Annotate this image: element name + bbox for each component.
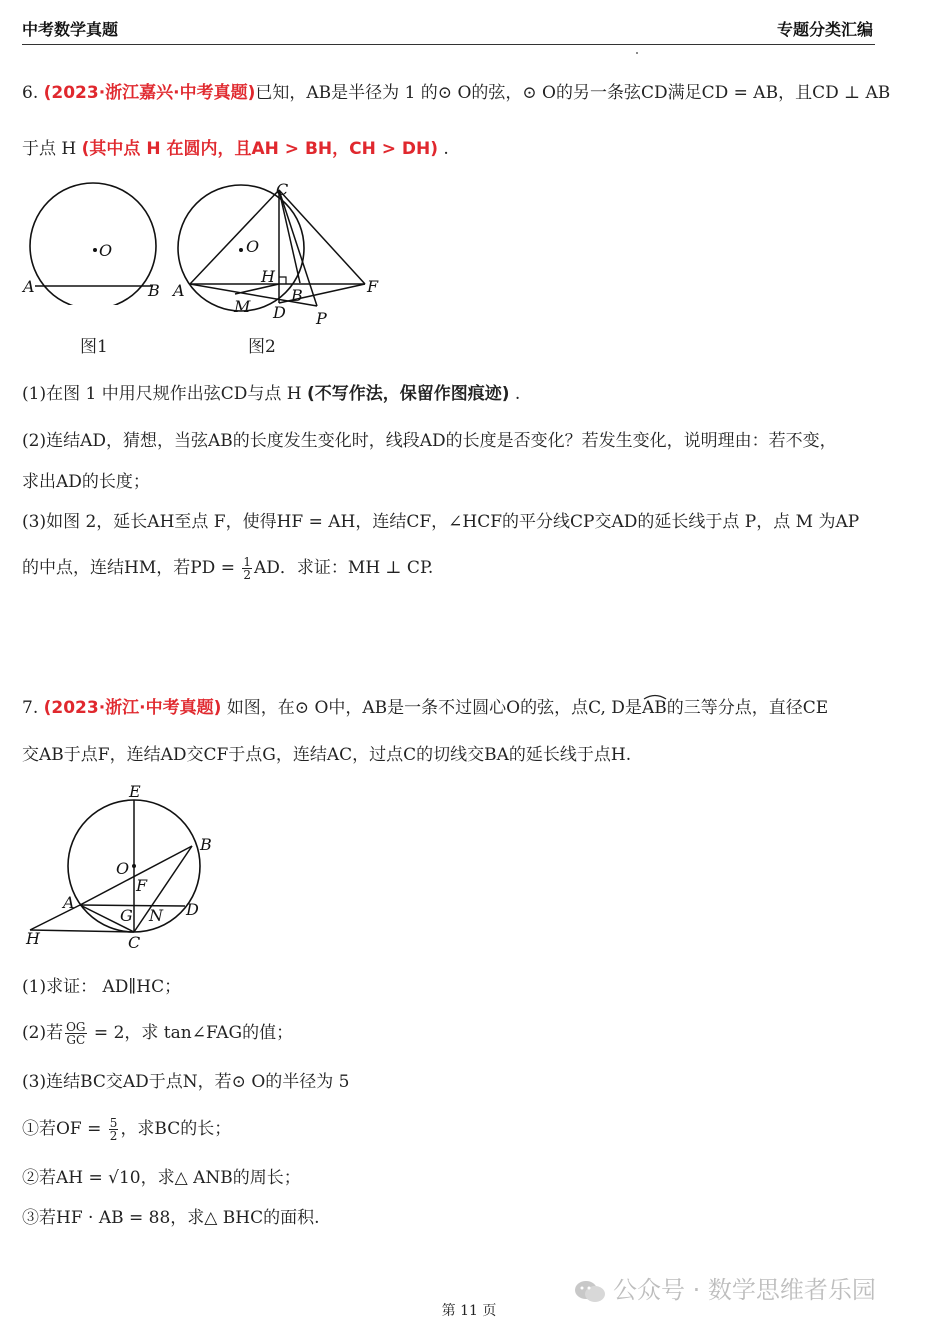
fig1-label-o: O: [99, 241, 113, 260]
q6-line1: [22, 81, 890, 105]
fig2-label-a: A: [173, 281, 185, 300]
fraction-half: $\frac{1}{2}$: [243, 555, 251, 582]
q7-sub1: ①若OF = $\frac{5}{2}$ ，求BC的长；: [22, 1116, 232, 1143]
q7-sub2: ②若AH = √10，求△ ANB的周长；: [22, 1168, 301, 1188]
q6-part3-line1: (3)如图 2，延长AH至点 F，使得HF = AH，连结CF，∠HCF的平分线CP交AD的延长线于点 P，点 M 为AP: [22, 512, 860, 532]
fraction-og-gc: $\frac{OG}{GC}$: [66, 1020, 86, 1047]
fraction-five-halves: $\frac{5}{2}$: [109, 1116, 118, 1143]
q6-figure-1: [20, 180, 170, 305]
q6-part1: (1)在图 1 中用尺规作出弦CD与点 H (不写作法，保留作图痕迹) .: [22, 384, 521, 404]
q6-number: 6.: [22, 83, 44, 103]
q6-part2-line1: (2)连结AD，猜想，当弦AB的长度发生变化时，线段AD的长度是否变化？若发生变化，说明理由：若不变，: [22, 431, 837, 451]
fig2-label-d: D: [273, 303, 286, 322]
fig7-label-d: D: [186, 900, 199, 919]
fig7-label-c: C: [128, 933, 141, 952]
fig7-label-o: O: [116, 859, 130, 878]
q6-stem: 已知，AB是半径为 1 的⊙ O的弦，⊙ O的另一条弦CD满足CD = AB，且CD ⊥ AB: [255, 83, 891, 103]
fig2-label-b: B: [291, 286, 303, 305]
q7-source: (2023·浙江·中考真题): [43, 698, 222, 718]
header-divider: [22, 44, 875, 45]
fig7-label-g: G: [120, 906, 133, 925]
q6-figure-2: [170, 178, 390, 333]
q7-part2: (2)若 $\frac{OG}{GC}$ = 2，求 tan∠FAG的值；: [22, 1020, 294, 1047]
header-title: 中考数学真题: [22, 20, 119, 39]
q7-sub3: ③若HF · AB = 88，求△ BHC的面积.: [22, 1208, 320, 1228]
arc-symbol-icon: [642, 694, 668, 700]
fig7-label-b: B: [200, 835, 212, 854]
q6-part2-line2: 求出AD的长度；: [22, 472, 150, 492]
q7-line2: 交AB于点F，连结AD交CF于点G，连结AC，过点C的切线交BA的延长线于点H.: [22, 745, 632, 765]
stray-dot: [636, 52, 638, 54]
fig7-label-a: A: [63, 893, 75, 912]
fig2-label-h: H: [261, 267, 275, 286]
fig2-label-f: F: [367, 277, 379, 296]
fig1-caption: 图1: [80, 337, 108, 357]
fig2-label-c: C: [276, 180, 289, 199]
q7-number: 7.: [22, 698, 44, 718]
fig1-label-a: A: [23, 277, 35, 296]
q6-line2: 于点 H (其中点 H 在圆内，且AH > BH，CH > DH) .: [22, 139, 449, 159]
q6-condition: (其中点 H 在圆内，且AH > BH，CH > DH): [81, 139, 439, 159]
q6-source: (2023·浙江嘉兴·中考真题): [43, 83, 256, 103]
header-category: 专题分类汇编: [776, 20, 873, 39]
watermark: 公众号 · 数学思维者乐园: [573, 1270, 876, 1305]
q7-part1: (1)求证： AD∥HC；: [22, 977, 182, 997]
q6-part3-line2: 的中点，连结HM，若PD = $\frac{1}{2}$ AD．求证：MH ⊥ CP.: [22, 555, 434, 582]
q7-line1: 7. (2023·浙江·中考真题) 如图，在⊙ O中，AB是一条不过圆心O的弦，点C, D是 AB的三等分点，直径CE: [22, 696, 828, 720]
q7-figure: [22, 780, 222, 952]
fig2-label-p: P: [316, 309, 327, 328]
arc-ab: AB: [642, 696, 667, 720]
q7-part3: (3)连结BC交AD于点N，若⊙ O的半径为 5: [22, 1072, 350, 1092]
fig7-label-n: N: [149, 906, 163, 925]
fig7-label-e: E: [129, 782, 141, 801]
fig2-label-o: O: [246, 237, 260, 256]
fig2-label-m: M: [234, 297, 251, 316]
fig7-label-h: H: [26, 929, 40, 948]
fig1-label-b: B: [148, 281, 160, 300]
fig2-caption: 图2: [248, 337, 276, 357]
page-number: 第 11 页: [441, 1303, 497, 1319]
fig7-label-f: F: [136, 876, 148, 895]
